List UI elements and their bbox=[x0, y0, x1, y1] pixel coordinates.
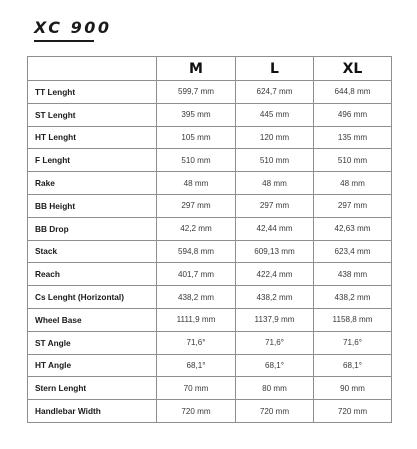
cell-value-m: 71,6° bbox=[157, 331, 236, 354]
table-body bbox=[28, 81, 392, 423]
cell-value-m: 510 mm bbox=[157, 149, 236, 172]
cell-value-m: 42,2 mm bbox=[157, 217, 236, 240]
cell-value-l: 48 mm bbox=[236, 172, 314, 195]
cell-value-l: 438,2 mm bbox=[236, 286, 314, 309]
row-label: Rake bbox=[28, 172, 157, 195]
cell-value-xl: 623,4 mm bbox=[314, 240, 392, 263]
row-label: Wheel Base bbox=[28, 308, 157, 331]
row-label: Stack bbox=[28, 240, 157, 263]
row-label: Cs Lenght (Horizontal) bbox=[28, 286, 157, 309]
cell-value-m: 720 mm bbox=[157, 400, 236, 423]
page-title: XC 900 bbox=[34, 18, 112, 37]
cell-value-m: 594,8 mm bbox=[157, 240, 236, 263]
cell-value-xl: 90 mm bbox=[314, 377, 392, 400]
cell-value-xl: 496 mm bbox=[314, 103, 392, 126]
cell-value-xl: 510 mm bbox=[314, 149, 392, 172]
cell-value-m: 105 mm bbox=[157, 126, 236, 149]
row-label: F Lenght bbox=[28, 149, 157, 172]
cell-value-l: 445 mm bbox=[236, 103, 314, 126]
table-row bbox=[28, 149, 392, 172]
row-label: HT Lenght bbox=[28, 126, 157, 149]
table-row bbox=[28, 103, 392, 126]
cell-value-xl: 42,63 mm bbox=[314, 217, 392, 240]
header-size-m: M bbox=[157, 57, 236, 81]
row-label: Handlebar Width bbox=[28, 400, 157, 423]
table-row bbox=[28, 126, 392, 149]
cell-value-xl: 438,2 mm bbox=[314, 286, 392, 309]
cell-value-l: 422,4 mm bbox=[236, 263, 314, 286]
row-label: TT Lenght bbox=[28, 81, 157, 104]
cell-value-xl: 644,8 mm bbox=[314, 81, 392, 104]
cell-value-m: 48 mm bbox=[157, 172, 236, 195]
cell-value-xl: 720 mm bbox=[314, 400, 392, 423]
row-label: Stern Lenght bbox=[28, 377, 157, 400]
geometry-table bbox=[27, 56, 392, 423]
cell-value-xl: 1158,8 mm bbox=[314, 308, 392, 331]
cell-value-m: 297 mm bbox=[157, 194, 236, 217]
table-row bbox=[28, 194, 392, 217]
table-row bbox=[28, 263, 392, 286]
table-row bbox=[28, 81, 392, 104]
cell-value-xl: 438 mm bbox=[314, 263, 392, 286]
table-row bbox=[28, 308, 392, 331]
cell-value-m: 1111,9 mm bbox=[157, 308, 236, 331]
table-row bbox=[28, 286, 392, 309]
table-row bbox=[28, 240, 392, 263]
row-label: Reach bbox=[28, 263, 157, 286]
table-row bbox=[28, 377, 392, 400]
row-label: BB Height bbox=[28, 194, 157, 217]
row-label: ST Lenght bbox=[28, 103, 157, 126]
cell-value-l: 68,1° bbox=[236, 354, 314, 377]
row-label: ST Angle bbox=[28, 331, 157, 354]
cell-value-xl: 297 mm bbox=[314, 194, 392, 217]
cell-value-xl: 71,6° bbox=[314, 331, 392, 354]
cell-value-l: 720 mm bbox=[236, 400, 314, 423]
header-size-xl: XL bbox=[314, 57, 392, 81]
header-size-l: L bbox=[236, 57, 314, 81]
table-row bbox=[28, 331, 392, 354]
cell-value-m: 68,1° bbox=[157, 354, 236, 377]
cell-value-l: 42,44 mm bbox=[236, 217, 314, 240]
table-row bbox=[28, 400, 392, 423]
cell-value-l: 297 mm bbox=[236, 194, 314, 217]
cell-value-xl: 48 mm bbox=[314, 172, 392, 195]
cell-value-m: 70 mm bbox=[157, 377, 236, 400]
cell-value-m: 599,7 mm bbox=[157, 81, 236, 104]
cell-value-l: 1137,9 mm bbox=[236, 308, 314, 331]
row-label: HT Angle bbox=[28, 354, 157, 377]
cell-value-l: 624,7 mm bbox=[236, 81, 314, 104]
cell-value-xl: 68,1° bbox=[314, 354, 392, 377]
cell-value-m: 438,2 mm bbox=[157, 286, 236, 309]
cell-value-l: 510 mm bbox=[236, 149, 314, 172]
table-row bbox=[28, 354, 392, 377]
cell-value-xl: 135 mm bbox=[314, 126, 392, 149]
cell-value-l: 609,13 mm bbox=[236, 240, 314, 263]
cell-value-l: 71,6° bbox=[236, 331, 314, 354]
header-corner-cell bbox=[28, 57, 157, 81]
table-row bbox=[28, 217, 392, 240]
cell-value-m: 401,7 mm bbox=[157, 263, 236, 286]
table-header-row bbox=[28, 57, 392, 81]
cell-value-l: 120 mm bbox=[236, 126, 314, 149]
title-underline bbox=[34, 40, 94, 42]
cell-value-m: 395 mm bbox=[157, 103, 236, 126]
table-row bbox=[28, 172, 392, 195]
row-label: BB Drop bbox=[28, 217, 157, 240]
cell-value-l: 80 mm bbox=[236, 377, 314, 400]
